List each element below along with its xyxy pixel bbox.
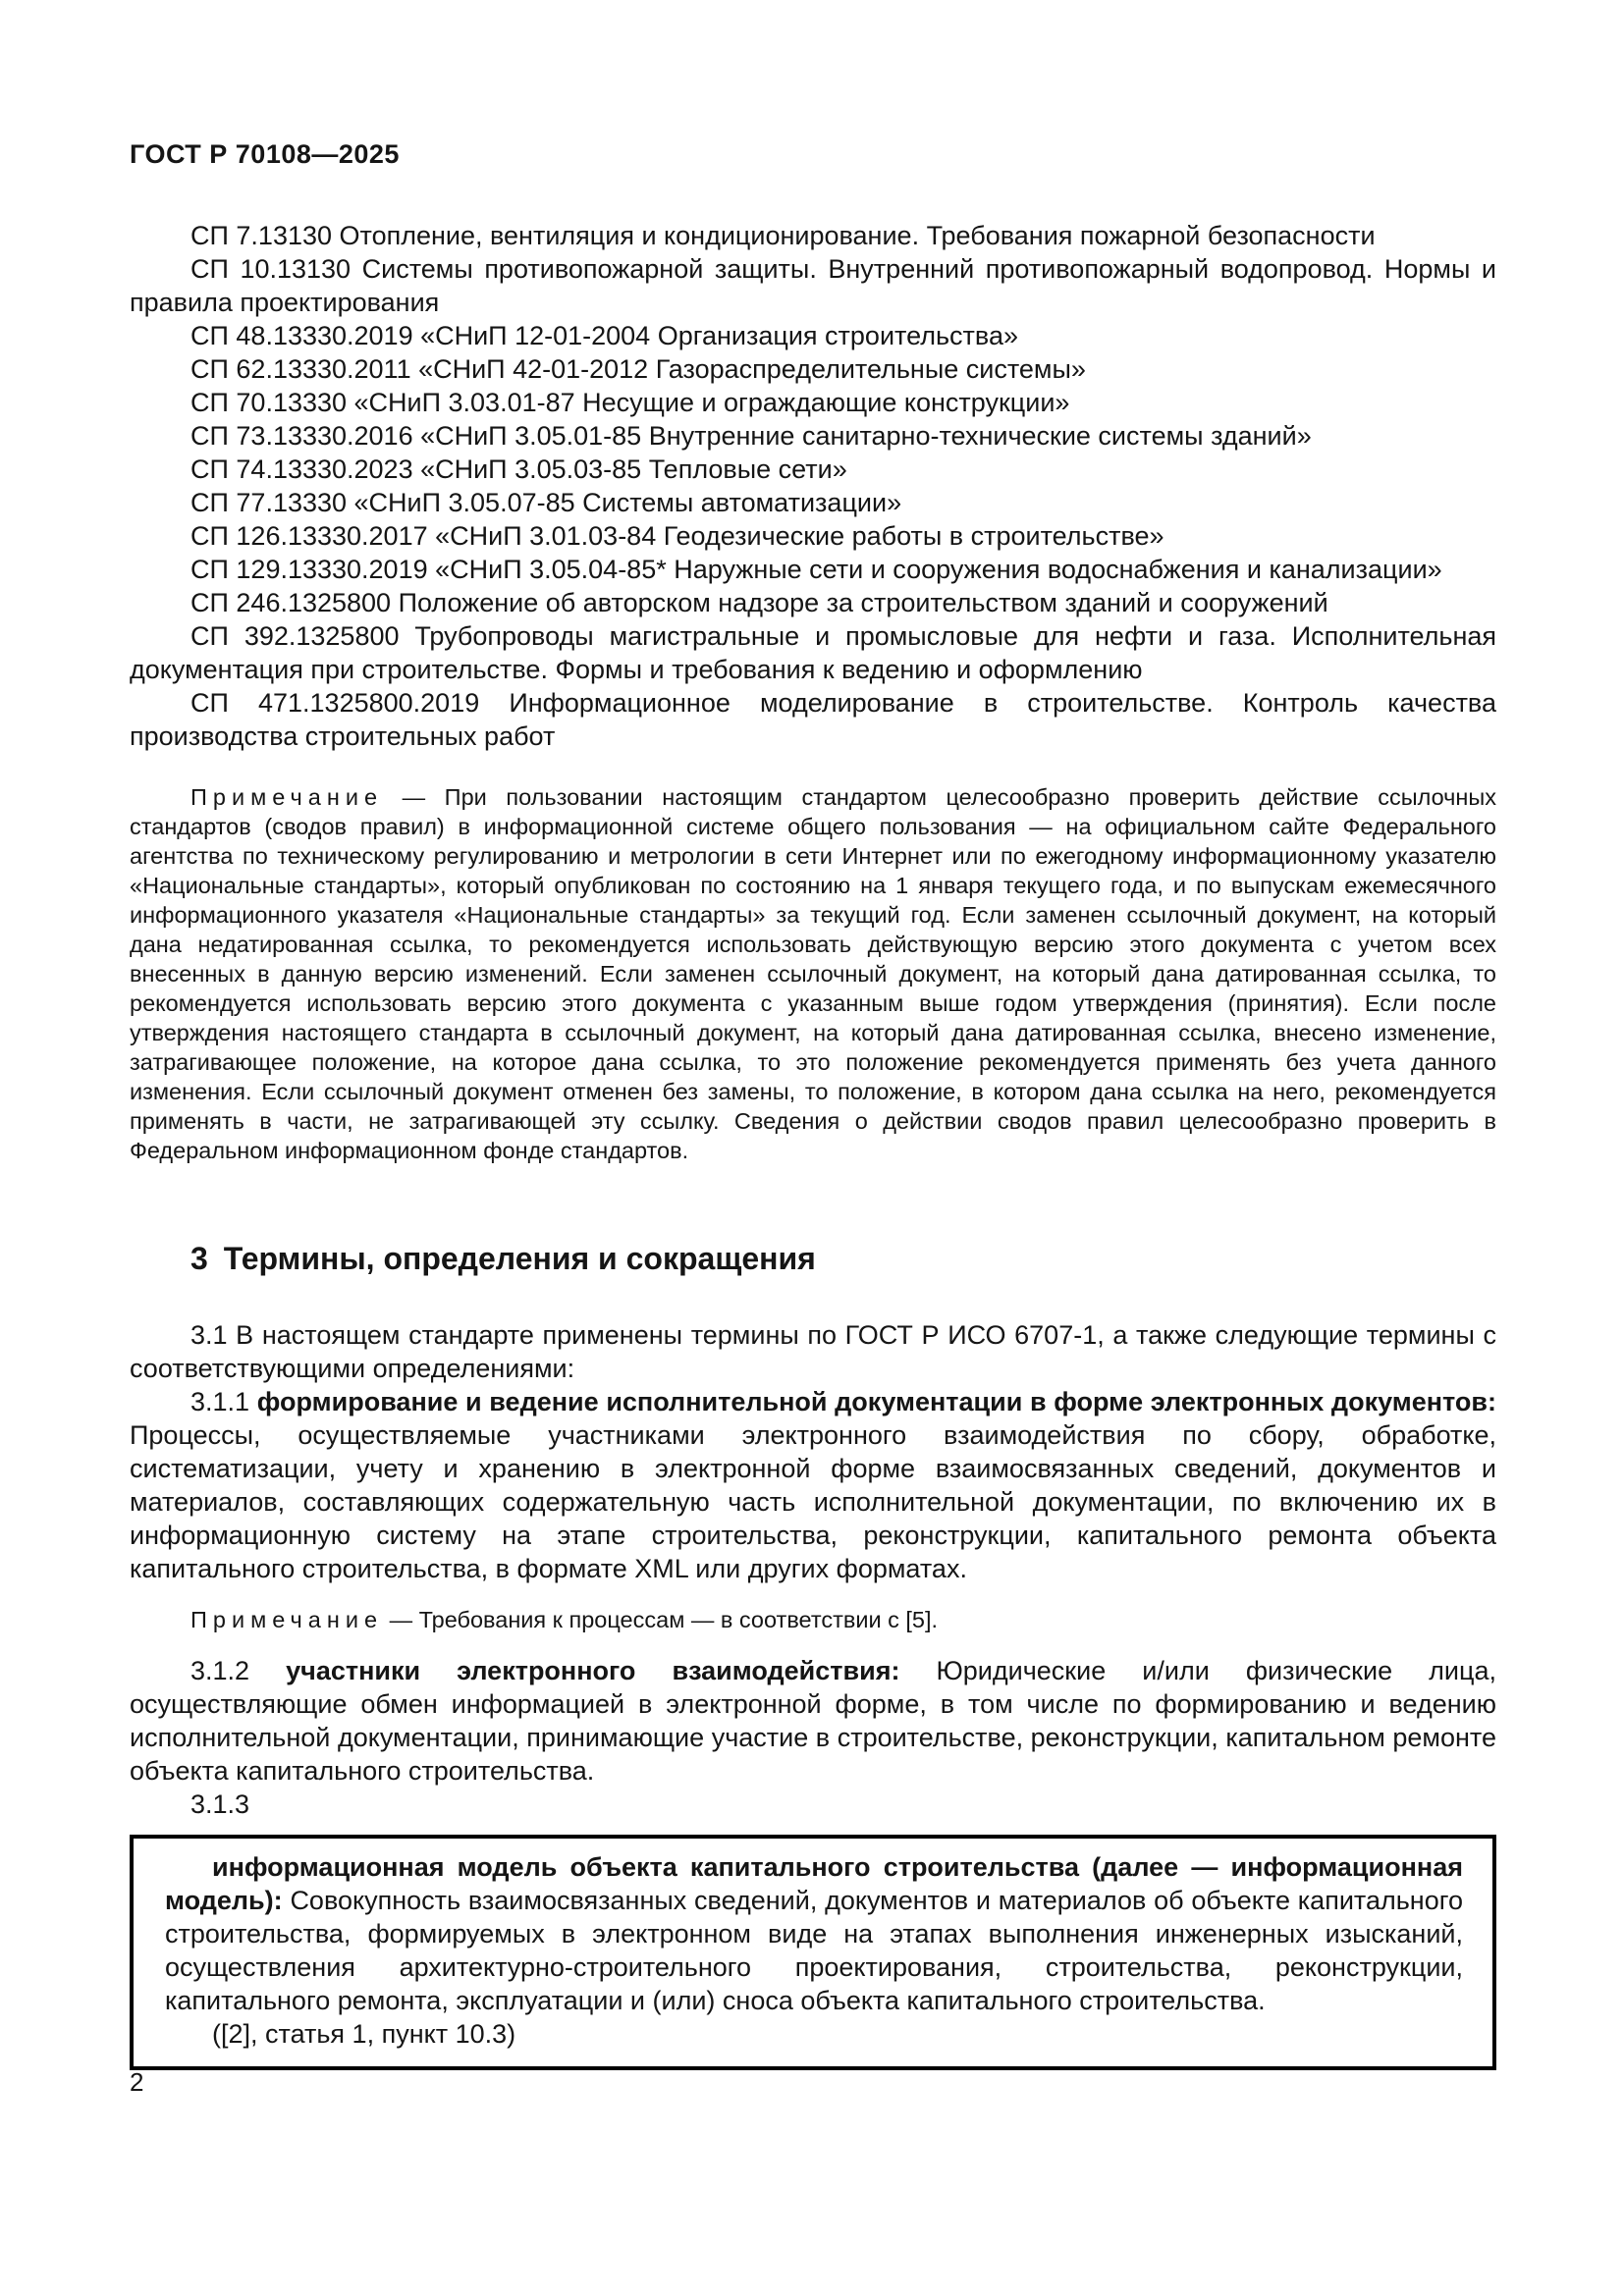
- reference-item: СП 246.1325800 Положение об авторском надзоре за строительством зданий и сооружений: [190, 588, 1328, 617]
- clause-3-1: 3.1 В настоящем стандарте применены термины по ГОСТ Р ИСО 6707-1, а также следующие термины с соответствующими определениями:: [130, 1320, 1496, 1383]
- clause-number: 3.1.1: [190, 1387, 250, 1416]
- clause-number: 3.1.2: [190, 1656, 250, 1685]
- boxed-definition-text: [165, 1850, 1463, 2017]
- reference-item: СП 74.13330.2023 «СНиП 3.05.03-85 Тепловые сети»: [190, 454, 847, 484]
- reference-item: СП 126.13330.2017 «СНиП 3.01.03-84 Геодезические работы в строительстве»: [190, 521, 1164, 551]
- reference-item: СП 48.13330.2019 «СНиП 12-01-2004 Организация строительства»: [190, 321, 1018, 350]
- normative-references-list: [130, 219, 1496, 753]
- clause-3-1-3: 3.1.3: [190, 1789, 250, 1819]
- reference-item: СП 62.13330.2011 «СНиП 42-01-2012 Газораспределительные системы»: [190, 354, 1086, 384]
- reference-item: СП 392.1325800 Трубопроводы магистральные и промысловые для нефти и газа. Исполнительная документация при строительстве. Формы и требования к ведению и оформлению: [130, 621, 1496, 684]
- boxed-definition-source: ([2], статья 1, пункт 10.3): [212, 2019, 516, 2049]
- reference-item: СП 70.13330 «СНиП 3.03.01-87 Несущие и ограждающие конструкции»: [190, 388, 1070, 417]
- page-content: [130, 0, 1496, 2070]
- term-name: формирование и ведение исполнительной документации в форме электронных документов:: [256, 1387, 1496, 1416]
- note-text: — Требования к процессам — в соответствии с [5].: [389, 1607, 939, 1632]
- note-label: Примечание: [190, 784, 384, 810]
- term-name: информационная модель объекта капитального строительства (далее — информационная модель):: [165, 1852, 1463, 1915]
- note-text: — При пользовании настоящим стандартом целесообразно проверить действие ссылочных стандартов (сводов правил) в информационной системе общего пользования — на официальном сайте Федерального агентства по техническому регулированию и метрологии в сети Интернет или по ежегодному информационному указателю «Национальные стандарты», который опубликован по состоянию на 1 января текущего года, и по выпускам ежемесячного информационного указателя «Национальные стандарты» за текущий год. Если заменен ссылочный документ, на который дана недатированная ссылка, то рекомендуется использовать действующую версию этого документа с учетом всех внесенных в данную версию изменений. Если заменен ссылочный документ, на который дана датированная ссылка, то рекомендуется использовать версию этого документа с указанным выше годом утверждения (принятия). Если после утверждения настоящего стандарта в ссылочный документ, на который дана датированная ссылка, внесено изменение, затрагивающее положение, на которое дана ссылка, то это положение рекомендуется применять без учета данного изменения. Если ссылочный документ отменен без замены, то положение, в котором дана ссылка на него, рекомендуется применять в части, не затрагивающей эту ссылку. Сведения о действии сводов правил целесообразно проверить в Федеральном информационном фонде стандартов.: [130, 784, 1496, 1163]
- term-name: участники электронного взаимодействия:: [286, 1656, 900, 1685]
- boxed-definition: [130, 1835, 1496, 2070]
- reference-item: СП 10.13130 Системы противопожарной защиты. Внутренний противопожарный водопровод. Нормы и правила проектирования: [130, 254, 1496, 317]
- section-number: 3: [190, 1241, 208, 1276]
- term-definition-3-1-2: [130, 1654, 1496, 1788]
- reference-item: СП 471.1325800.2019 Информационное моделирование в строительстве. Контроль качества производства строительных работ: [130, 688, 1496, 751]
- term-definition-text: Процессы, осуществляемые участниками электронного взаимодействия по сбору, обработке, систематизации, учету и хранению в электронной форме взаимосвязанных сведений, документов и материалов, составляющих содержательную часть исполнительной документации, по включению их в информационную систему на этапе строительства, реконструкции, капитального ремонта объекта капитального строительства, в формате XML или других форматах.: [130, 1420, 1496, 1583]
- references-note: [130, 782, 1496, 1165]
- term-definition-3-1-1: [130, 1385, 1496, 1585]
- term-definition-text: Совокупность взаимосвязанных сведений, документов и материалов об объекте капитального строительства, формируемых в электронном виде на этапах выполнения инженерных изысканий, осуществления архитектурно-строительного проектирования, строительства, реконструкции, капитального ремонта, эксплуатации и (или) сноса объекта капитального строительства.: [165, 1886, 1463, 2015]
- page-number: 2: [130, 2067, 144, 2097]
- term-definition-text: Юридические и/или физические лица, осуществляющие обмен информацией в электронной форме, в том числе по формированию и ведению исполнительной документации, принимающие участие в строительстве, реконструкции, капитальном ремонте объекта капитального строительства.: [130, 1656, 1496, 1786]
- reference-item: СП 129.13330.2019 «СНиП 3.05.04-85* Наружные сети и сооружения водоснабжения и канализации»: [190, 555, 1442, 584]
- document-title: ГОСТ Р 70108—2025: [130, 139, 400, 169]
- section-heading: [130, 1240, 1496, 1277]
- reference-item: СП 77.13330 «СНиП 3.05.07-85 Системы автоматизации»: [190, 488, 902, 517]
- reference-item: СП 7.13130 Отопление, вентиляция и кондиционирование. Требования пожарной безопасности: [190, 221, 1376, 250]
- section-title: Термины, определения и сокращения: [223, 1241, 816, 1276]
- note-3-1-1: [130, 1605, 1496, 1634]
- reference-item: СП 73.13330.2016 «СНиП 3.05.01-85 Внутренние санитарно-технические системы зданий»: [190, 421, 1312, 451]
- note-label: Примечание: [190, 1607, 384, 1632]
